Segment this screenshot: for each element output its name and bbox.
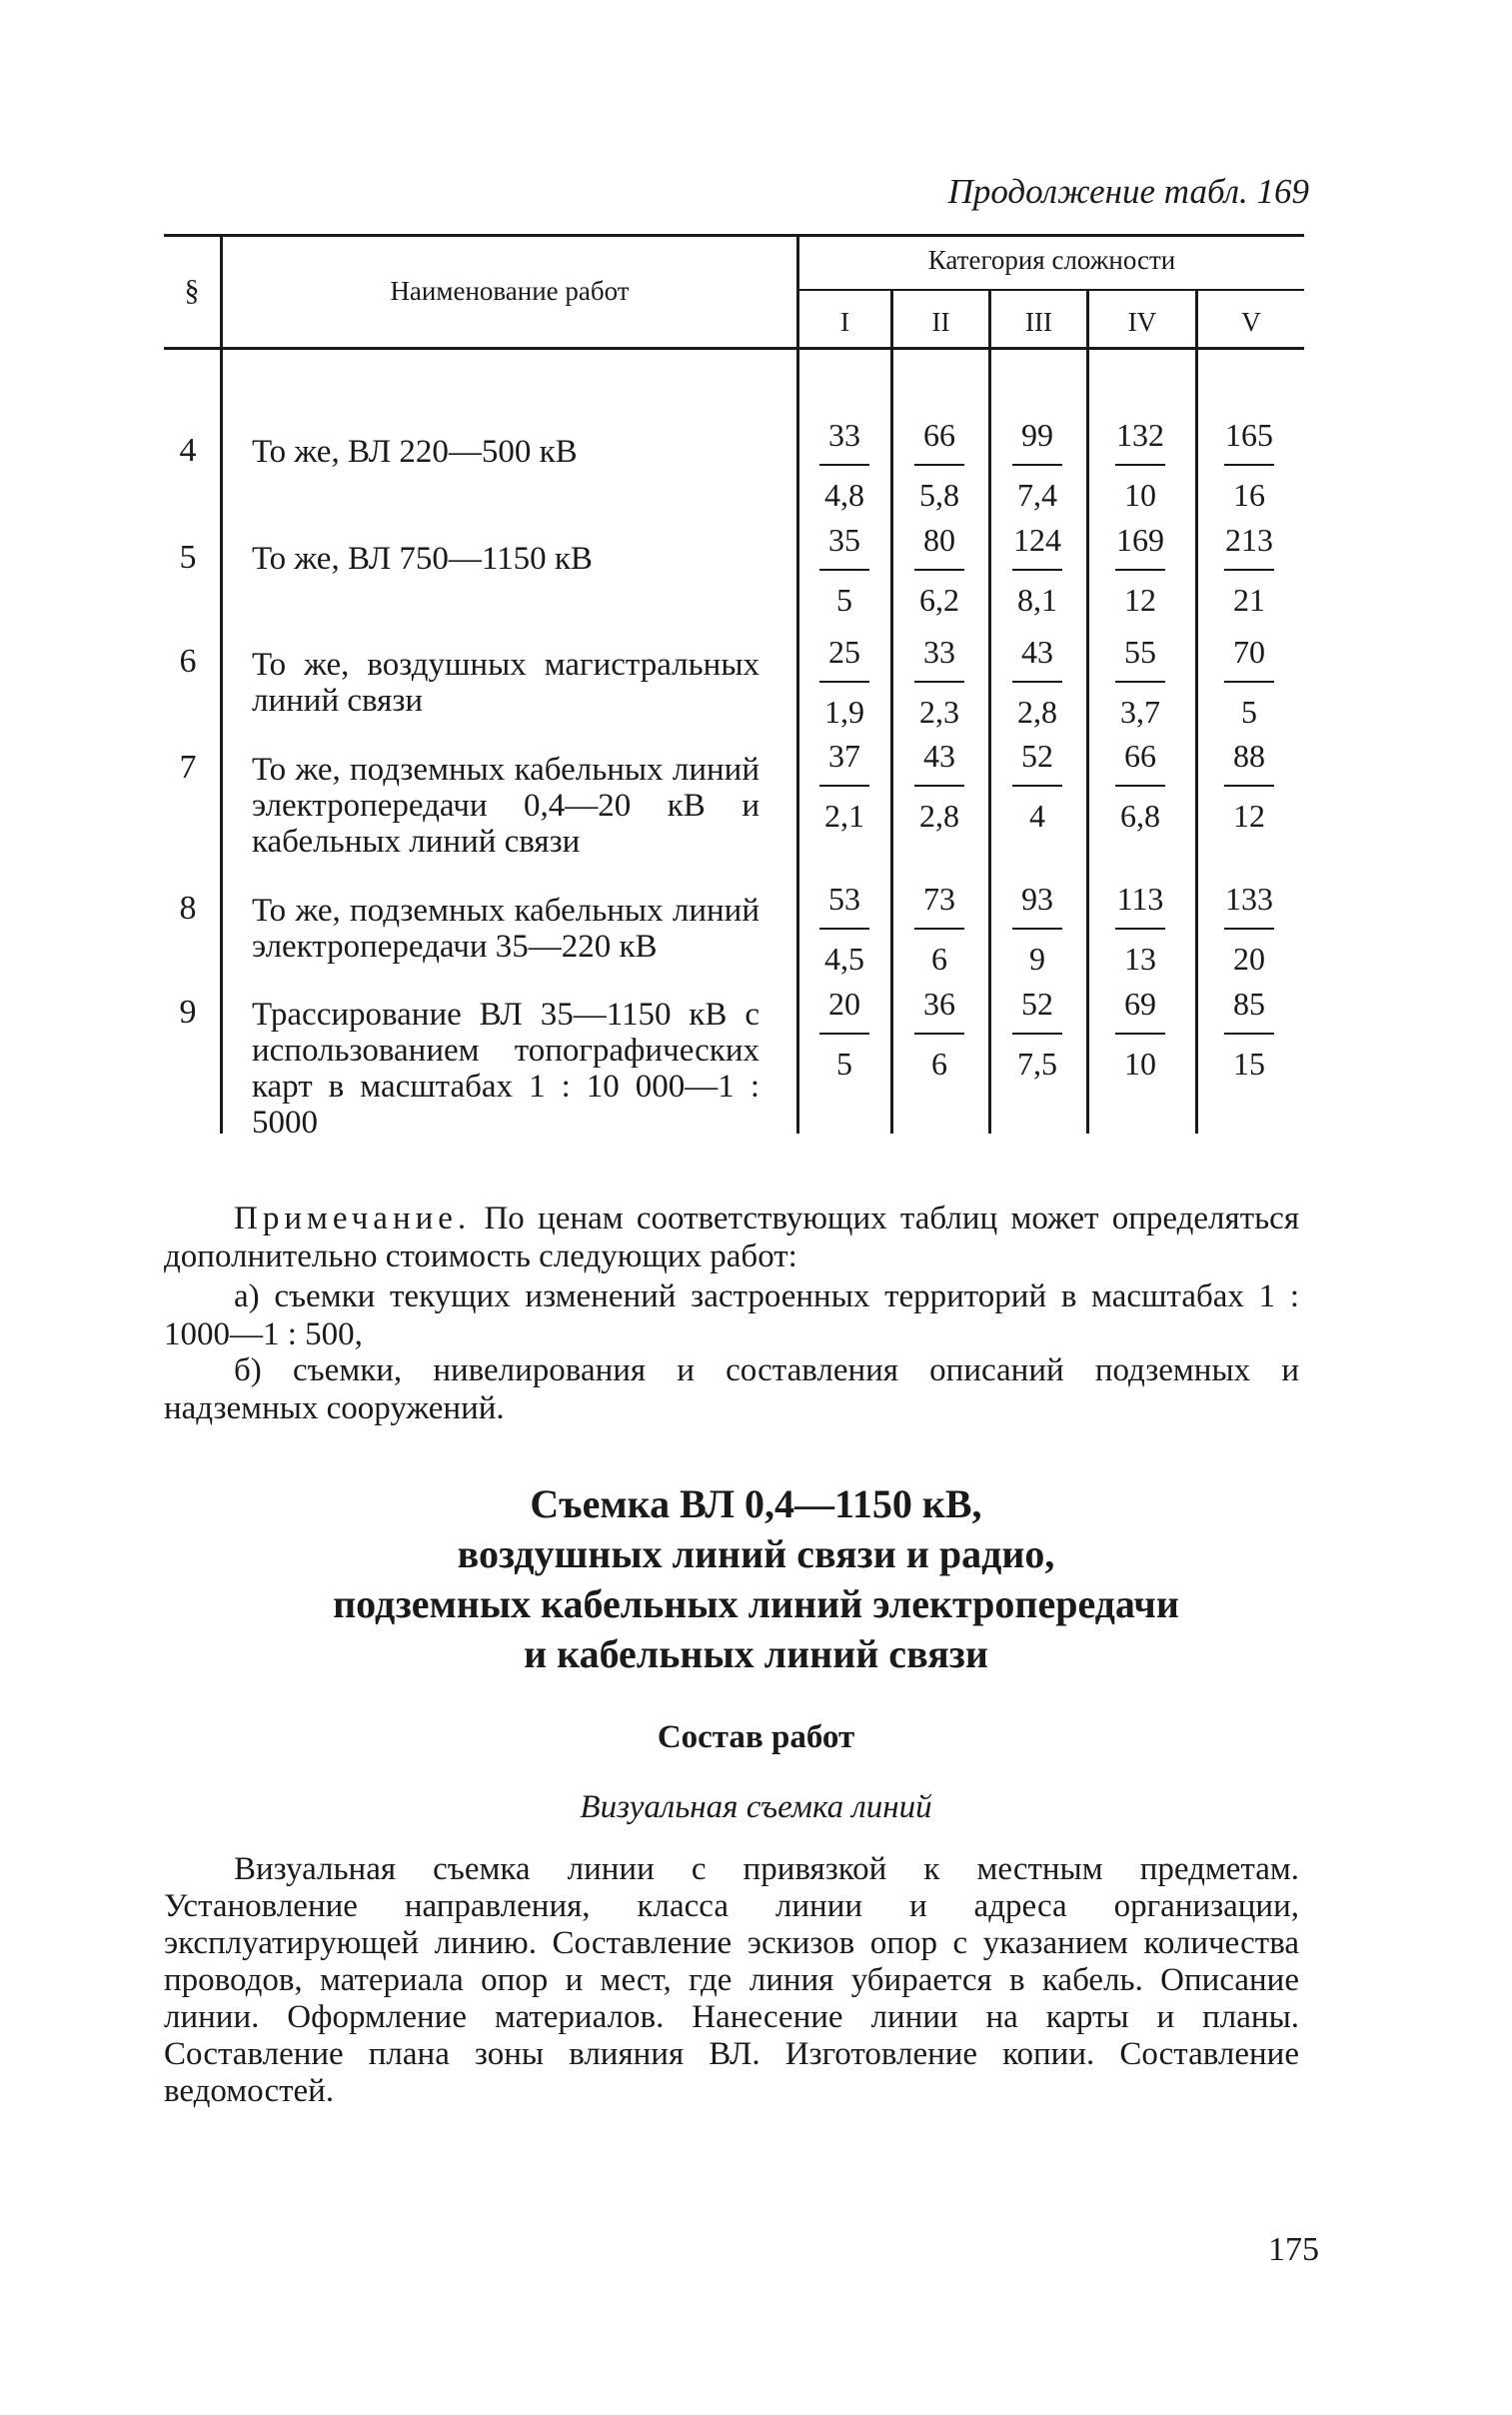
fraction-bar — [819, 681, 869, 683]
fraction-bar — [914, 785, 964, 787]
cell-numerator: 37 — [828, 738, 860, 774]
cell-cat-3 — [997, 983, 1077, 1085]
row-name: То же, воздушных магистральных линий связи — [252, 647, 759, 719]
fraction-bar — [1224, 464, 1274, 466]
cell-numerator: 43 — [1021, 634, 1053, 670]
cell-denominator: 4,8 — [824, 477, 864, 513]
italic-subheading: Визуальная съемка линий — [580, 1789, 932, 1825]
cell-cat-3 — [997, 735, 1077, 837]
row-number: 9 — [179, 994, 197, 1031]
fraction-bar — [1012, 1033, 1062, 1035]
cell-numerator: 35 — [828, 522, 860, 558]
cell-numerator: 93 — [1021, 881, 1053, 917]
row-name: Трассирование ВЛ 35—1150 кВ с использованием топографических карт в масштабах 1 : 10 000—1 : 5000 — [252, 997, 759, 1141]
cell-numerator: 33 — [923, 634, 955, 670]
fraction-bar — [914, 464, 964, 466]
fraction-bar — [1115, 785, 1165, 787]
cell-numerator: 36 — [923, 986, 955, 1022]
cell-cat-2 — [899, 519, 979, 621]
fraction-bar — [1012, 785, 1062, 787]
table-top-rule — [164, 234, 1304, 237]
cell-denominator: 5 — [836, 582, 852, 618]
row-name: То же, подземных кабельных линий электропередачи 35—220 кВ — [252, 893, 759, 965]
note-label: Примечание. — [234, 1201, 472, 1236]
cell-cat-2 — [899, 983, 979, 1085]
heading-line: подземных кабельных линий электропередачи — [333, 1581, 1179, 1626]
cell-denominator: 2,1 — [824, 798, 864, 834]
row-name: То же, ВЛ 220—500 кВ — [252, 434, 578, 470]
note-text: По ценам соответствующих таблиц может определяться дополнительно стоимость следующих работ: — [164, 1201, 1299, 1274]
row-number: 7 — [179, 749, 197, 786]
note-item-b: б) съемки, нивелирования и составления описаний подземных и надземных сооружений. — [164, 1352, 1299, 1426]
cell-numerator: 70 — [1233, 634, 1265, 670]
cell-cat-1 — [804, 878, 884, 980]
header-cat-1: I — [840, 307, 849, 337]
cell-denominator: 7,5 — [1017, 1046, 1057, 1082]
cell-numerator: 124 — [1013, 522, 1061, 558]
col-divider-3 — [1086, 289, 1089, 1134]
cell-denominator: 2,8 — [1017, 694, 1057, 730]
cell-cat-3 — [997, 878, 1077, 980]
fraction-bar — [914, 928, 964, 930]
fraction-bar — [1012, 928, 1062, 930]
cell-denominator: 7,4 — [1017, 477, 1057, 513]
col-divider-num — [220, 234, 223, 1134]
cell-numerator: 66 — [1124, 738, 1156, 774]
cell-cat-4 — [1100, 878, 1180, 980]
cell-numerator: 73 — [923, 881, 955, 917]
cell-cat-5 — [1209, 878, 1289, 980]
cell-cat-3 — [997, 519, 1077, 621]
cell-numerator: 99 — [1021, 417, 1053, 453]
fraction-bar — [819, 928, 869, 930]
heading-line: и кабельных линий связи — [524, 1631, 988, 1676]
fraction-bar — [1224, 569, 1274, 571]
cell-denominator: 6 — [931, 941, 947, 977]
header-num: § — [184, 274, 200, 307]
header-name: Наименование работ — [390, 276, 630, 306]
cell-denominator: 3,7 — [1120, 694, 1160, 730]
heading-line: Съемка ВЛ 0,4—1150 кВ, — [530, 1481, 982, 1526]
cell-denominator: 13 — [1124, 941, 1156, 977]
cell-cat-3 — [997, 631, 1077, 733]
cell-cat-1 — [804, 983, 884, 1085]
fraction-bar — [1224, 1033, 1274, 1035]
cell-denominator: 12 — [1124, 582, 1156, 618]
cell-cat-4 — [1100, 519, 1180, 621]
section-heading — [200, 1479, 1312, 1679]
heading-line: воздушных линий связи и радио, — [457, 1531, 1055, 1576]
fraction-bar — [1115, 1033, 1165, 1035]
fraction-bar — [819, 569, 869, 571]
cell-cat-2 — [899, 414, 979, 516]
cell-denominator: 20 — [1233, 941, 1265, 977]
col-divider-2 — [988, 289, 991, 1134]
fraction-bar — [819, 464, 869, 466]
cell-cat-1 — [804, 414, 884, 516]
category-group-rule — [799, 289, 1304, 291]
header-cat-5: V — [1241, 307, 1261, 337]
cell-numerator: 133 — [1225, 881, 1273, 917]
cell-cat-2 — [899, 735, 979, 837]
header-cat-2: II — [931, 307, 950, 337]
cell-numerator: 52 — [1021, 986, 1053, 1022]
cell-numerator: 66 — [923, 417, 955, 453]
col-divider-1 — [890, 289, 893, 1134]
cell-denominator: 2,8 — [919, 798, 959, 834]
fraction-bar — [1012, 681, 1062, 683]
cell-denominator: 1,9 — [824, 694, 864, 730]
fraction-bar — [1115, 928, 1165, 930]
page-number: 175 — [1268, 2231, 1319, 2268]
cell-numerator: 88 — [1233, 738, 1265, 774]
subheading: Состав работ — [657, 1719, 855, 1755]
cell-denominator: 5 — [1241, 694, 1257, 730]
cell-denominator: 10 — [1124, 1046, 1156, 1082]
cell-cat-5 — [1209, 631, 1289, 733]
fraction-bar — [1012, 569, 1062, 571]
col-divider-4 — [1195, 289, 1198, 1134]
cell-cat-1 — [804, 735, 884, 837]
cell-denominator: 6,8 — [1120, 798, 1160, 834]
note-item-a: а) съемки текущих изменений застроенных территорий в масштабах 1 : 1000—1 : 500, — [164, 1278, 1299, 1352]
fraction-bar — [1224, 928, 1274, 930]
row-number: 6 — [179, 643, 197, 680]
cell-denominator: 12 — [1233, 798, 1265, 834]
cell-denominator: 2,3 — [919, 694, 959, 730]
body-paragraph: Визуальная съемка линии с привязкой к местным предметам. Установление направления, класса линии и адреса организации, эксплуатирующей линию. Составление эскизов опор с указанием количества проводов, материала опор и мест, где линия убирается в кабель. Описание линии. Оформление материалов. Нанесение линии на карты и планы. Составление плана зоны влияния ВЛ. Изготовление копии. Составление ведомостей. — [164, 1851, 1299, 2109]
cell-cat-5 — [1209, 735, 1289, 837]
cell-numerator: 52 — [1021, 738, 1053, 774]
row-number: 4 — [179, 432, 197, 469]
note-paragraph — [164, 1200, 1299, 1275]
cell-cat-1 — [804, 519, 884, 621]
fraction-bar — [1224, 681, 1274, 683]
table-caption: Продолжение табл. 169 — [947, 172, 1309, 211]
cell-numerator: 43 — [923, 738, 955, 774]
cell-numerator: 53 — [828, 881, 860, 917]
cell-numerator: 165 — [1225, 417, 1273, 453]
fraction-bar — [819, 1033, 869, 1035]
fraction-bar — [1115, 464, 1165, 466]
cell-numerator: 69 — [1124, 986, 1156, 1022]
cell-cat-4 — [1100, 983, 1180, 1085]
cell-numerator: 33 — [828, 417, 860, 453]
fraction-bar — [1012, 464, 1062, 466]
cell-denominator: 4 — [1029, 798, 1045, 834]
fraction-bar — [914, 569, 964, 571]
cell-denominator: 6,2 — [919, 582, 959, 618]
fraction-bar — [819, 785, 869, 787]
row-name: То же, ВЛ 750—1150 кВ — [252, 541, 593, 577]
cell-cat-4 — [1100, 414, 1180, 516]
fraction-bar — [1115, 681, 1165, 683]
cell-cat-5 — [1209, 519, 1289, 621]
fraction-bar — [914, 1033, 964, 1035]
cell-numerator: 55 — [1124, 634, 1156, 670]
cell-cat-5 — [1209, 414, 1289, 516]
cell-cat-2 — [899, 631, 979, 733]
cell-numerator: 80 — [923, 522, 955, 558]
cell-numerator: 85 — [1233, 986, 1265, 1022]
cell-denominator: 21 — [1233, 582, 1265, 618]
cell-numerator: 113 — [1116, 881, 1164, 917]
cell-denominator: 9 — [1029, 941, 1045, 977]
row-number: 8 — [179, 890, 197, 927]
cell-numerator: 20 — [828, 986, 860, 1022]
cell-cat-1 — [804, 631, 884, 733]
cell-denominator: 8,1 — [1017, 582, 1057, 618]
cell-numerator: 213 — [1225, 522, 1273, 558]
cell-cat-5 — [1209, 983, 1289, 1085]
cell-cat-2 — [899, 878, 979, 980]
fraction-bar — [1224, 785, 1274, 787]
cell-denominator: 6 — [931, 1046, 947, 1082]
cell-cat-3 — [997, 414, 1077, 516]
row-number: 5 — [179, 539, 197, 576]
cell-numerator: 25 — [828, 634, 860, 670]
cell-denominator: 5,8 — [919, 477, 959, 513]
cell-cat-4 — [1100, 631, 1180, 733]
row-name: То же, подземных кабельных линий электропередачи 0,4—20 кВ и кабельных линий связи — [252, 752, 759, 860]
cell-cat-4 — [1100, 735, 1180, 837]
fraction-bar — [1115, 569, 1165, 571]
header-cat-3: III — [1025, 307, 1052, 337]
cell-numerator: 169 — [1116, 522, 1164, 558]
cell-numerator: 132 — [1116, 417, 1164, 453]
table-header-rule — [164, 347, 1304, 350]
header-category-group: Категория сложности — [927, 245, 1176, 275]
cell-denominator: 5 — [836, 1046, 852, 1082]
cell-denominator: 10 — [1124, 477, 1156, 513]
cell-denominator: 4,5 — [824, 941, 864, 977]
col-divider-name — [796, 234, 799, 1134]
cell-denominator: 16 — [1233, 477, 1265, 513]
cell-denominator: 15 — [1233, 1046, 1265, 1082]
fraction-bar — [914, 681, 964, 683]
header-cat-4: IV — [1127, 307, 1157, 337]
